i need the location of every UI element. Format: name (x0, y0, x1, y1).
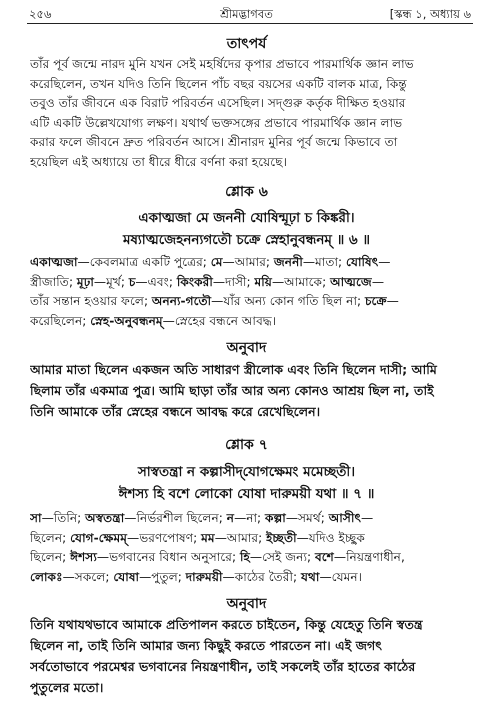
sanskrit-term: আত্মজে (330, 274, 372, 289)
term-meaning: —আমার; (214, 530, 267, 545)
term-meaning: —আমাকে; (271, 274, 331, 289)
sloka-6-translation (30, 359, 471, 422)
sanskrit-term: একাত্মজা (30, 255, 78, 269)
sanskrit-term: ময়ি (254, 274, 272, 289)
sanskrit-term: দারুময়ী (185, 570, 223, 585)
sloka-6-verse-line-1: একাত্মজা মে জননী যোষিন্মূঢ়া চ কিঙ্করী। (138, 210, 355, 226)
term-meaning: ছিলেন; (30, 550, 71, 565)
sanskrit-term: ইচ্ছতী (266, 530, 297, 545)
term-meaning: করেছিলেন; (30, 314, 91, 329)
sanskrit-term: ঈশস্য (70, 550, 97, 565)
sanskrit-term: বশে (314, 550, 334, 565)
synonym-line (30, 273, 473, 293)
term-meaning: —তিনি; (41, 511, 86, 525)
term-meaning: — (378, 255, 391, 269)
section-reference: [স্কন্ধ ১, অধ্যায় ৬ (389, 7, 471, 21)
term-meaning: —যাঁর অন্য কোন গতি ছিল না; (211, 294, 365, 309)
sloka-7-verse-line-2: ঈশস্য হি বশে লোকো যোষা দারুময়ী যথা ॥ ৭ ॥ (118, 486, 375, 502)
sanskrit-term: যোগ-ক্ষেমম্ (70, 530, 128, 545)
term-meaning: — (386, 294, 399, 309)
sanskrit-term: চ (128, 274, 136, 289)
term-meaning: —যেমন। (319, 570, 362, 585)
text-line: তবুও তাঁর জীবনে এক বিরাট পরিবর্তন এসেছিল। সদ্গুরু কর্তৃক দীক্ষিত হওয়ার (30, 96, 406, 110)
sloka-7-verse-line-1: সাস্বতন্ত্রা ন কল্পাসীদ্‌যোগক্ষেমং মমেচ্ছতী। (137, 464, 356, 480)
purport-heading: তাৎপর্য (226, 36, 267, 52)
sloka-7-translation (30, 614, 471, 698)
synonym-line (30, 548, 473, 568)
text-line: সর্বতোভাবে পরমেশ্বর ভগবানের নিয়ন্ত্রণাধীন, তাই সকলেই তাঁর হাতের কাঠের (30, 659, 416, 674)
sloka-6-translation-heading: অনুবাদ (226, 340, 267, 356)
term-meaning: —নিয়ন্ত্রণাধীন, (333, 550, 405, 565)
sanskrit-term: মে (210, 255, 223, 269)
sanskrit-term: যোষা (113, 570, 140, 585)
text-line: তাঁর পূর্ব জন্মে নারদ মুনি যখন সেই মহর্ষিদের কৃপার প্রভাবে পারমার্থিক জ্ঞান লাভ (30, 57, 414, 71)
purport-text (30, 55, 471, 172)
term-meaning: —দাসী; (212, 274, 255, 289)
term-meaning: —কেবলমাত্র একটি পুত্রের; (77, 255, 211, 269)
term-meaning: —কাঠের তৈরী; (222, 570, 301, 585)
header-rule (27, 23, 473, 24)
sanskrit-term: অস্বতন্ত্রা (85, 511, 125, 525)
term-meaning: — (371, 274, 385, 289)
term-meaning: —এবং; (135, 274, 177, 289)
sanskrit-term: যথা (300, 570, 320, 585)
term-meaning: —পুতুল; (139, 570, 186, 585)
sanskrit-term: লোকঃ (30, 570, 63, 585)
sanskrit-term: কল্পা (265, 511, 286, 525)
synonym-line (30, 509, 473, 529)
sanskrit-term: হি (239, 550, 250, 565)
sanskrit-term: চক্রে (364, 294, 387, 309)
running-title: শ্রীমদ্ভাগবত (220, 7, 273, 21)
text-line: তিনি আমাকে তাঁর স্নেহের বন্ধনে আবদ্ধ করে রেখেছিলেন। (30, 404, 321, 419)
term-meaning: —সেই জন্য; (249, 550, 315, 565)
sanskrit-term: মূঢ়া (76, 274, 94, 289)
term-meaning: —নির্ভরশীল ছিলেন; (124, 511, 227, 525)
text-line: এটি একটি উল্লেখযোগ্য লক্ষণ। যথার্থ ভক্তসঙ্গের প্রভাবে পারমার্থিক জ্ঞান লাভ (30, 115, 403, 130)
sloka-6-synonyms (30, 253, 473, 332)
term-meaning: —স্নেহের বন্ধনে আবদ্ধ। (162, 314, 277, 329)
sanskrit-term: কিংকরী (176, 274, 213, 289)
sanskrit-term: যোষিৎ (346, 255, 379, 269)
synonym-line (30, 529, 473, 549)
text-line: ছিলাম তাঁর একমাত্র পুত্র। আমি ছাড়া তাঁর আর অন্য কোনও আশ্রয় ছিল না, তাই (30, 383, 434, 398)
page-number: ২৫৬ (29, 7, 52, 21)
synonym-line (30, 253, 473, 273)
text-line: ছিলেন না, তাই তিনি আমার জন্য কিছুই করতে পারতেন না। এই জগৎ (30, 638, 382, 653)
sloka-7-translation-heading: অনুবাদ (226, 596, 267, 612)
term-meaning: —সকলে; (62, 570, 114, 585)
synonym-line (30, 568, 473, 588)
text-line: আমার মাতা ছিলেন একজন অতি সাধারণ স্ত্রীলোক এবং তিনি ছিলেন দাসী; আমি (30, 362, 437, 377)
text-line: করেছিলেন, তখন যদিও তিনি ছিলেন পাঁচ বছর বয়সের একটি বালক মাত্র, কিন্তু (30, 76, 407, 91)
sloka-6-verse-line-2: মষ্যাত্মজেহনন্যগতৌ চক্রে স্নেহানুবন্ধনম্ ॥ ৬ ॥ (122, 232, 371, 248)
term-meaning: — (360, 511, 374, 525)
term-meaning: —মূর্খ; (93, 274, 129, 289)
synonym-line (30, 292, 473, 312)
sloka-6-heading: শ্লোক ৬ (225, 184, 268, 200)
text-line: তিনি যথাযথভাবে আমাকে প্রতিপালন করতে চাইতেন, কিন্তু যেহেতু তিনি স্বতন্ত্র (30, 617, 423, 632)
text-line: হয়েছিল এই অধ্যায়ে তা ধীরে ধীরে বর্ণনা করা হয়েছে। (30, 154, 287, 169)
sanskrit-term: মম (201, 530, 215, 545)
text-line: পুতুলের মতো। (30, 680, 104, 695)
sanskrit-term: জননী (273, 255, 303, 269)
sanskrit-term: অনন্য-গতৌ (151, 294, 212, 309)
sanskrit-term: সা (30, 511, 42, 525)
sanskrit-term: স্নেহ-অনুবন্ধনম্ (90, 314, 163, 329)
term-meaning: তাঁর সন্তান হওয়ার ফলে; (30, 294, 152, 309)
sanskrit-term: ন (226, 511, 235, 525)
sloka-7-synonyms (30, 509, 473, 588)
sanskrit-term: আসীৎ (328, 511, 361, 525)
term-meaning: ছিলেন; (30, 530, 71, 545)
sloka-7-heading: শ্লোক ৭ (225, 437, 268, 453)
term-meaning: —মাতা; (302, 255, 346, 269)
term-meaning: —সমর্থ; (285, 511, 329, 525)
term-meaning: —আমার; (222, 255, 274, 269)
term-meaning: স্ত্রীজাতি; (30, 274, 77, 289)
term-meaning: —না; (234, 511, 266, 525)
term-meaning: —যদিও ইচ্ছুক (296, 530, 365, 545)
term-meaning: —ভগবানের বিধান অনুসারে; (96, 550, 240, 565)
text-line: করার ফলে জীবনে দ্রুত পরিবর্তন আসে। শ্রীনারদ মুনির পূর্ব জন্মে কিভাবে তা (30, 135, 398, 149)
term-meaning: —ভরণপোষণ; (127, 530, 202, 545)
synonym-line (30, 312, 473, 332)
